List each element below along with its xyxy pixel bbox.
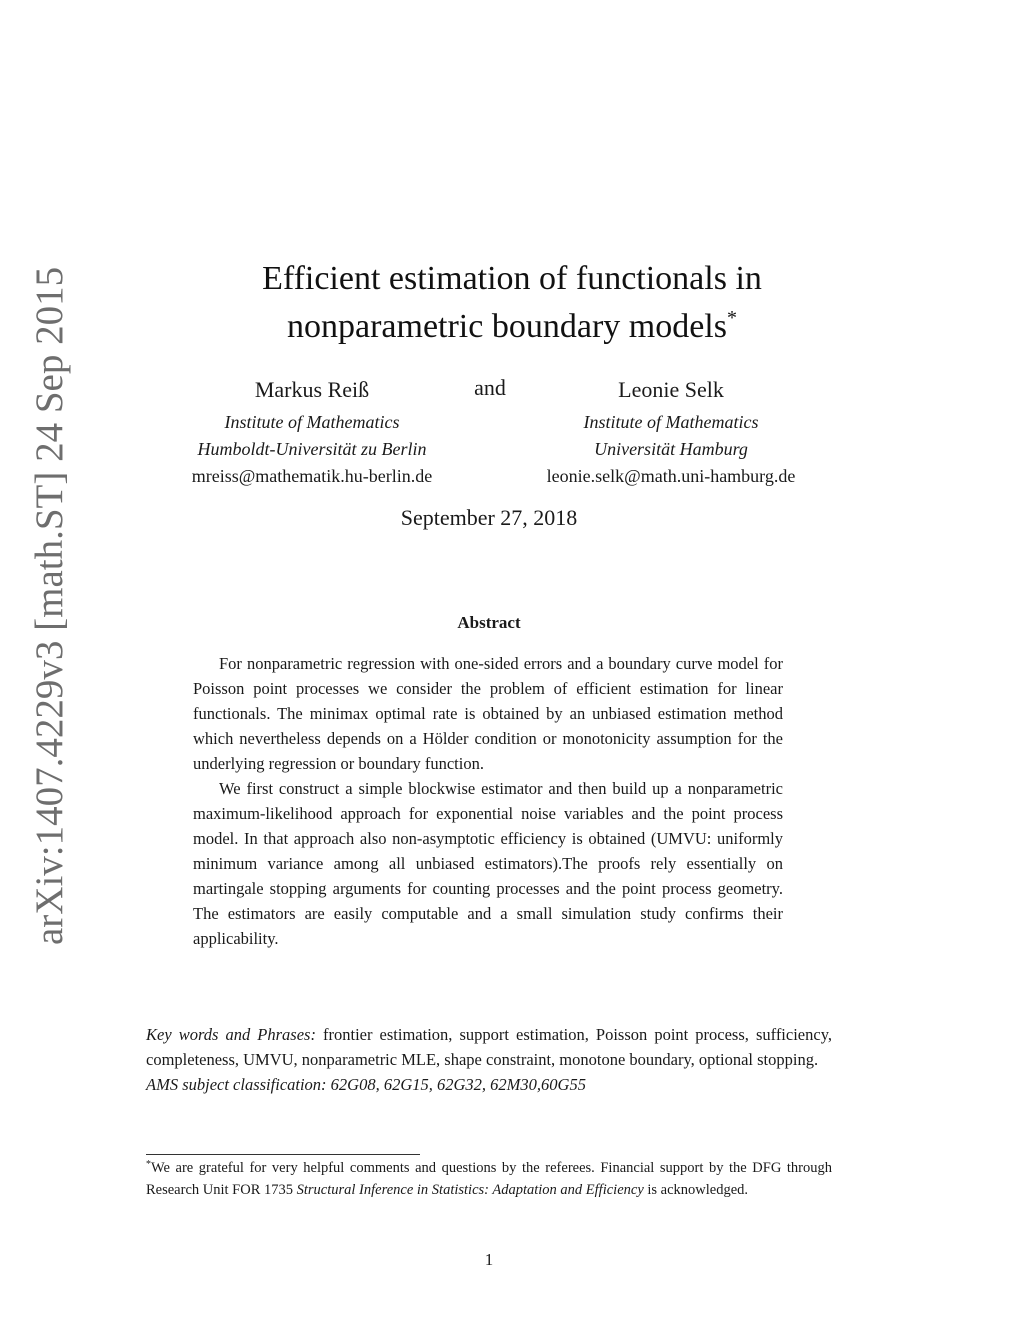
author-institute: Institute of Mathematics [583,412,759,432]
footnote-text: We are grateful for very helpful comments and questions by the referees. Financial support by the DFG through Research Unit FOR 1735 [146,1160,832,1198]
author-university: Universität Hamburg [594,439,748,459]
keywords-paragraph [146,1022,832,1072]
ams-classification: AMS subject classification: 62G08, 62G15, 62G32, 62M30,60G55 [146,1075,586,1094]
abstract-body [193,651,783,951]
title-line-1: Efficient estimation of functionals in [262,260,762,297]
author-block-2 [506,373,836,490]
page-number: 1 [484,1250,494,1269]
author-institute: Institute of Mathematics [224,412,400,432]
paper-date: September 27, 2018 [400,505,578,530]
and-separator: and [474,375,506,400]
author-name: Leonie Selk [618,377,724,402]
author-name: Markus Reiß [254,377,370,402]
keywords-label: Key words and Phrases: [146,1025,316,1044]
title-footnote-mark: * [726,307,737,329]
abstract-paragraph: We first construct a simple blockwise estimator and then build up a nonparametric maximum-likelihood approach for exponential noise variables and the point process model. In that approach also non-asymptotic efficiency is obtained (UMVU: uniformly minimum variance among all unbiased estimators).The proofs rely essentially on martingale stopping arguments for counting processes and the point process geometry. The estimators are easily computable and a small simulation study confirms their applicability. [193,779,783,948]
paper-title [0,255,1024,351]
author-university: Humboldt-Universität zu Berlin [197,439,427,459]
title-line-2 [0,303,1024,351]
abstract-heading: Abstract [457,613,521,632]
author-email: leonie.selk@math.uni-hamburg.de [546,466,796,486]
title-line-2-text: nonparametric boundary models [287,308,727,345]
keywords-section [146,1022,832,1097]
footnote-mark: * [146,1159,151,1170]
author-block-1 [147,373,477,490]
footnote [146,1157,832,1201]
footnote-divider [146,1154,420,1155]
arxiv-identifier: arXiv:1407.4229v3 [math.ST] 24 Sep 2015 [28,266,71,945]
abstract-paragraph: For nonparametric regression with one-sided errors and a boundary curve model for Poisson point processes we consider the problem of efficient estimation for linear functionals. The minimax optimal rate is obtained by an unbiased estimation method which nevertheless depends on a Hölder condition or monotonicity assumption for the underlying regression or boundary function. [193,654,783,773]
author-email: mreiss@mathematik.hu-berlin.de [191,466,433,486]
footnote-text-end: is acknowledged. [647,1182,749,1198]
footnote-italic-title: Structural Inference in Statistics: Adaptation and Efficiency [296,1182,644,1198]
keywords-text: frontier estimation, support estimation, Poisson point process, sufficiency, completeness, UMVU, nonparametric MLE, shape constraint, monotone boundary, optional stopping. [146,1025,833,1069]
